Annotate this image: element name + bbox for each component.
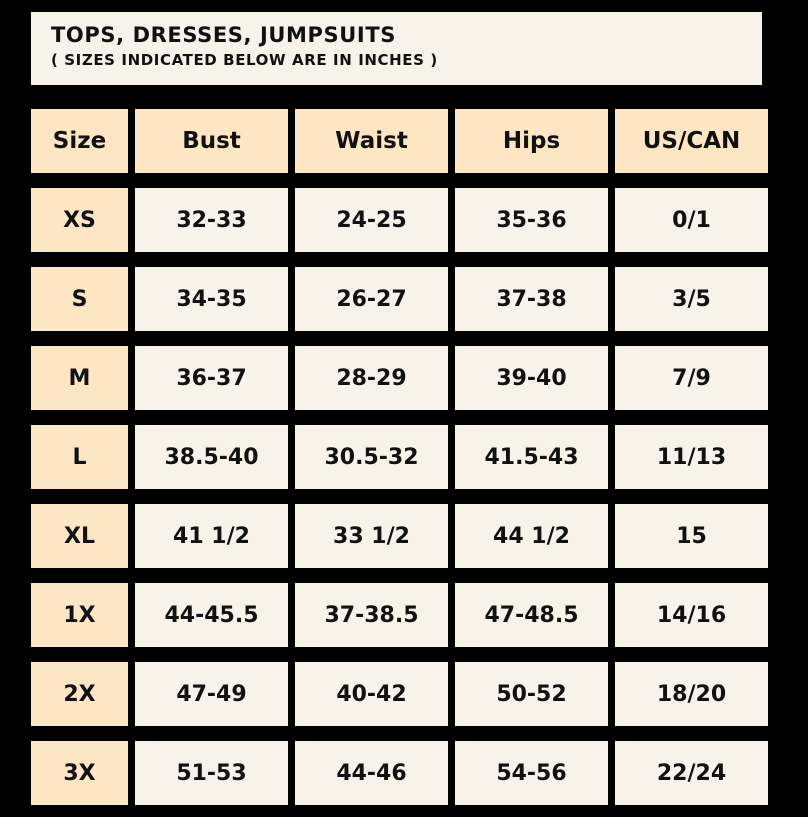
us-can-cell: 0/1 — [615, 188, 768, 252]
column-header-waist: Waist — [295, 109, 448, 173]
waist-cell: 44-46 — [295, 741, 448, 805]
hips-cell: 37-38 — [455, 267, 608, 331]
us-can-cell: 7/9 — [615, 346, 768, 410]
size-label-cell: 2X — [31, 662, 128, 726]
size-chart-table — [31, 109, 762, 805]
us-can-cell: 14/16 — [615, 583, 768, 647]
waist-cell: 37-38.5 — [295, 583, 448, 647]
bust-cell: 34-35 — [135, 267, 288, 331]
hips-cell: 41.5-43 — [455, 425, 608, 489]
hips-cell: 54-56 — [455, 741, 608, 805]
hips-cell: 39-40 — [455, 346, 608, 410]
us-can-cell: 3/5 — [615, 267, 768, 331]
waist-cell: 33 1/2 — [295, 504, 448, 568]
column-header-us-can: US/CAN — [615, 109, 768, 173]
title-box — [31, 12, 762, 85]
bust-cell: 47-49 — [135, 662, 288, 726]
waist-cell: 24-25 — [295, 188, 448, 252]
waist-cell: 26-27 — [295, 267, 448, 331]
hips-cell: 35-36 — [455, 188, 608, 252]
bust-cell: 36-37 — [135, 346, 288, 410]
waist-cell: 40-42 — [295, 662, 448, 726]
hips-cell: 44 1/2 — [455, 504, 608, 568]
page-title: TOPS, DRESSES, JUMPSUITS — [51, 23, 396, 47]
size-label-cell: L — [31, 425, 128, 489]
size-label-cell: S — [31, 267, 128, 331]
waist-cell: 28-29 — [295, 346, 448, 410]
size-label-cell: 1X — [31, 583, 128, 647]
us-can-cell: 15 — [615, 504, 768, 568]
bust-cell: 44-45.5 — [135, 583, 288, 647]
size-label-cell: XS — [31, 188, 128, 252]
hips-cell: 47-48.5 — [455, 583, 608, 647]
bust-cell: 38.5-40 — [135, 425, 288, 489]
bust-cell: 51-53 — [135, 741, 288, 805]
page-subtitle: ( SIZES INDICATED BELOW ARE IN INCHES ) — [51, 51, 438, 69]
us-can-cell: 11/13 — [615, 425, 768, 489]
us-can-cell: 18/20 — [615, 662, 768, 726]
us-can-cell: 22/24 — [615, 741, 768, 805]
size-label-cell: M — [31, 346, 128, 410]
size-label-cell: XL — [31, 504, 128, 568]
bust-cell: 41 1/2 — [135, 504, 288, 568]
waist-cell: 30.5-32 — [295, 425, 448, 489]
size-label-cell: 3X — [31, 741, 128, 805]
column-header-hips: Hips — [455, 109, 608, 173]
column-header-bust: Bust — [135, 109, 288, 173]
bust-cell: 32-33 — [135, 188, 288, 252]
column-header-size: Size — [31, 109, 128, 173]
hips-cell: 50-52 — [455, 662, 608, 726]
